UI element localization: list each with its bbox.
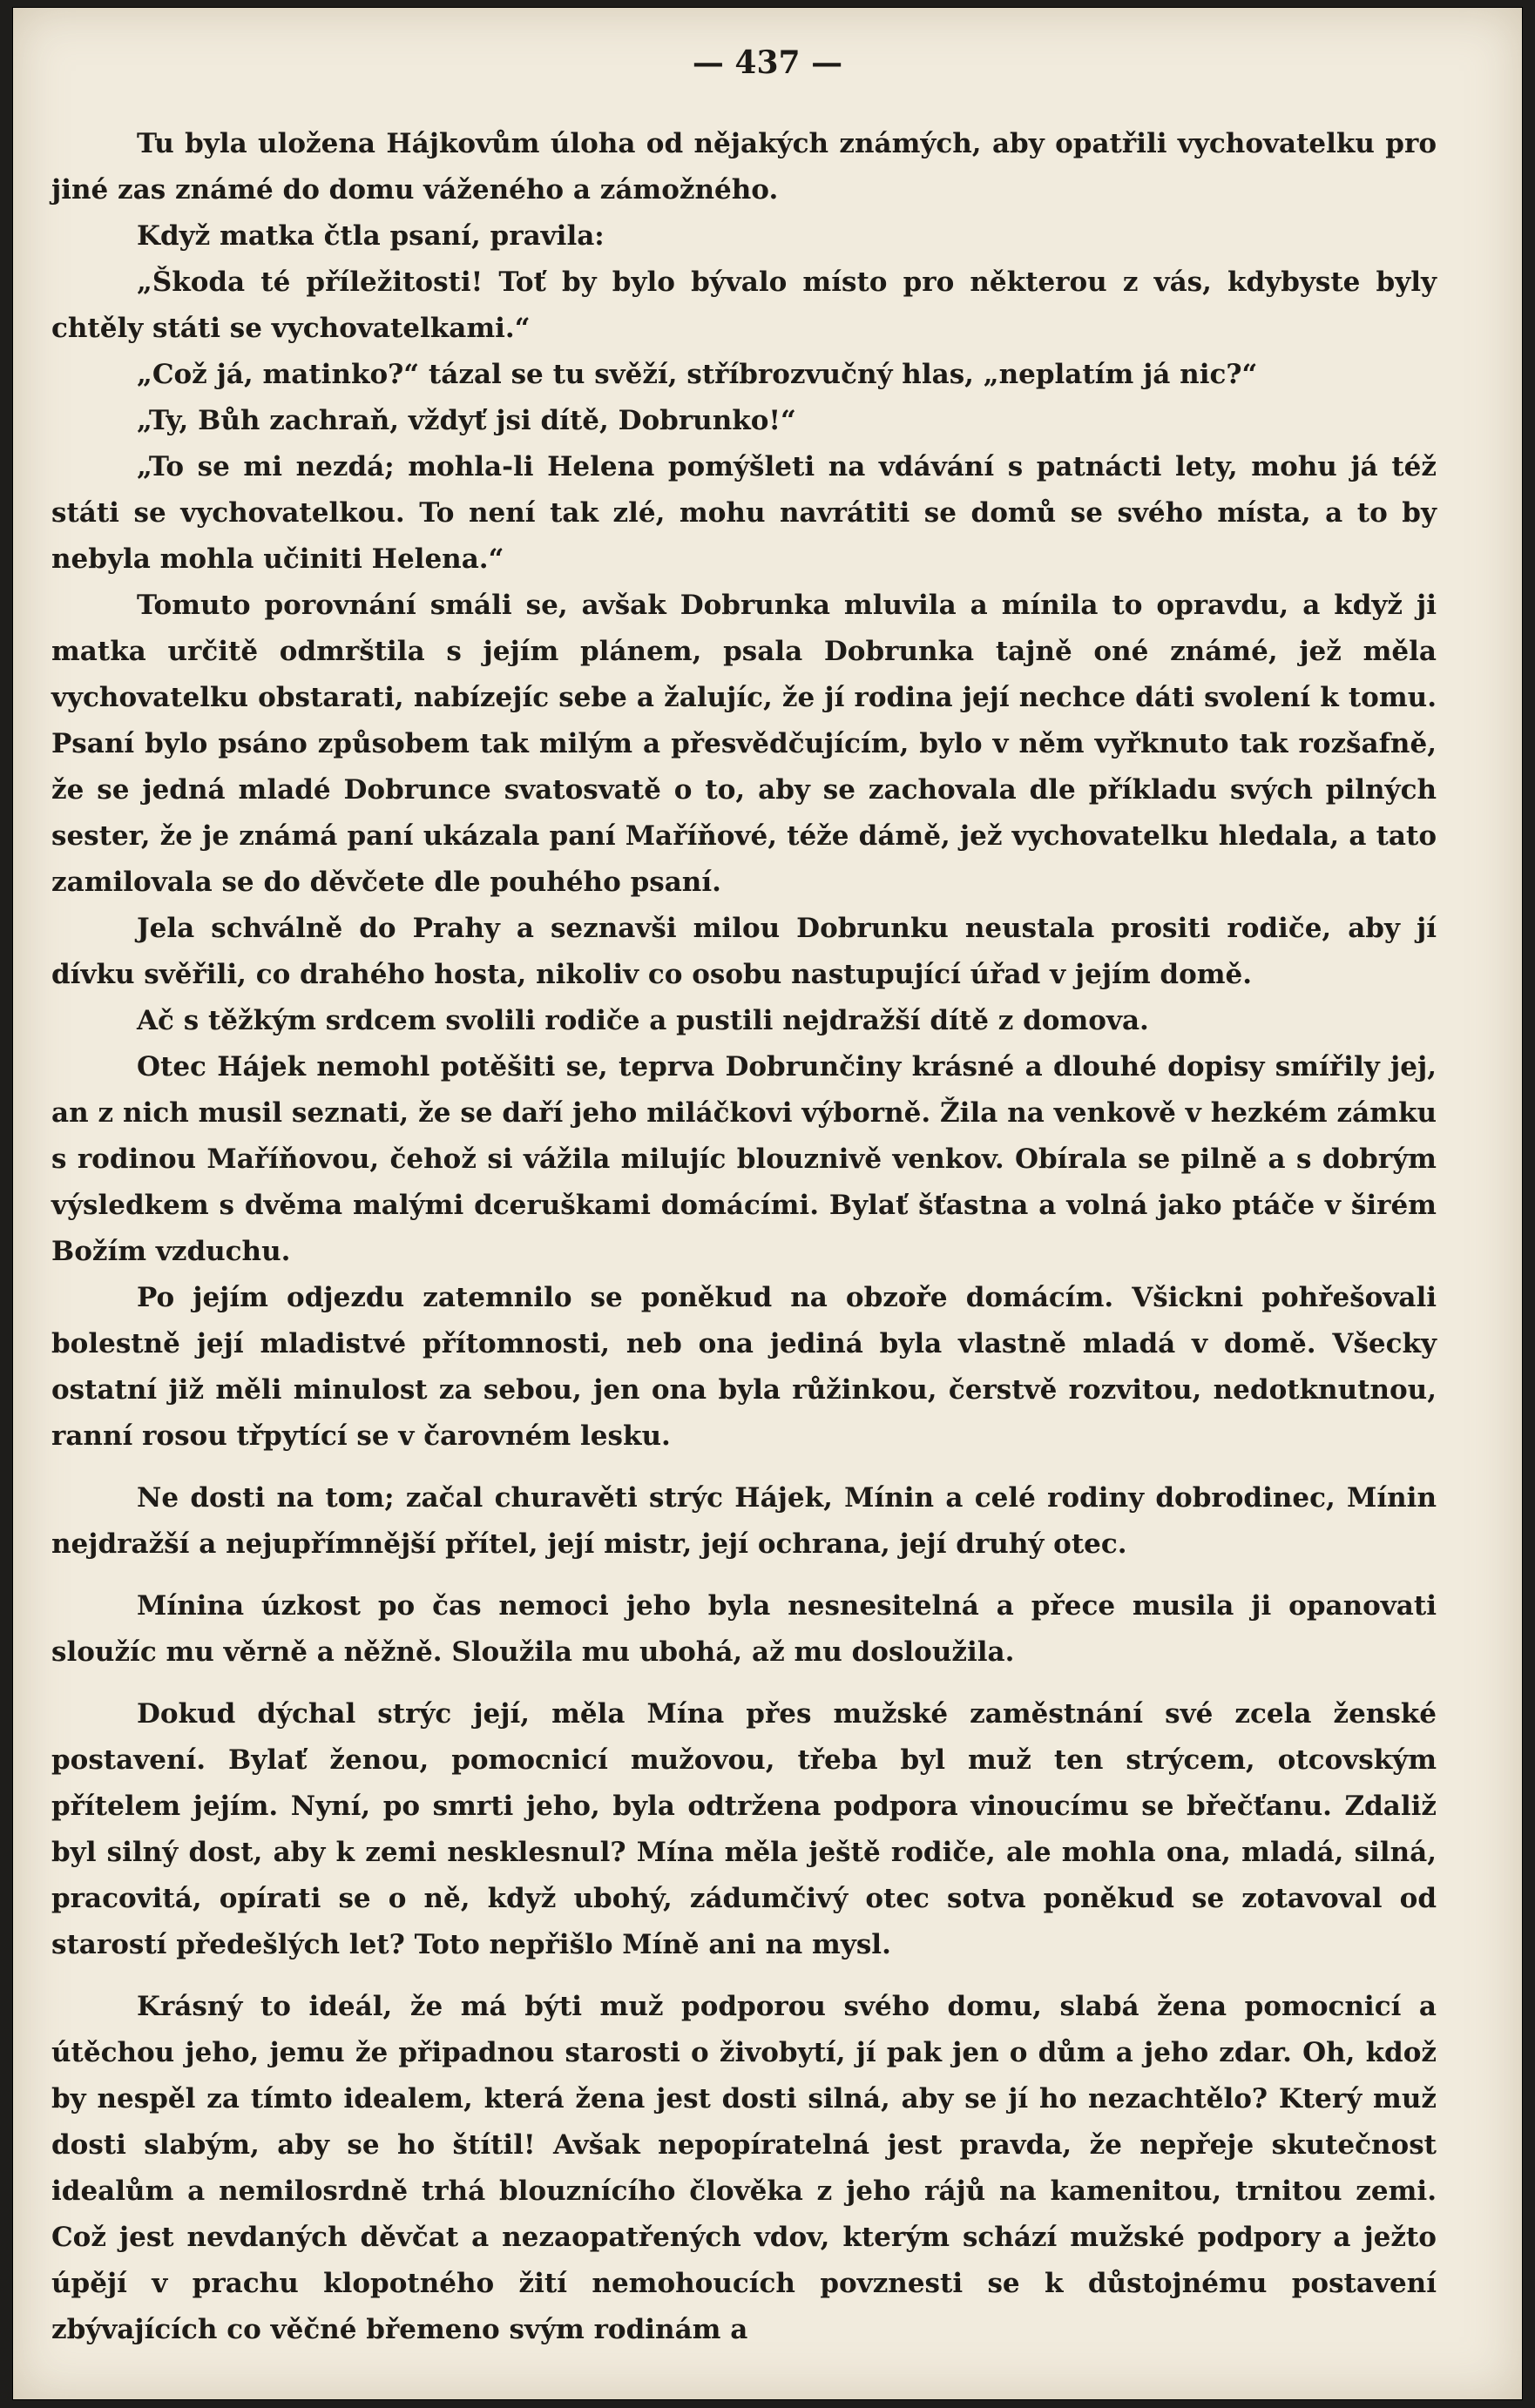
body-text [51,121,1437,2353]
book-page [12,7,1523,2400]
paragraph: „Což já, matinko?“ tázal se tu svěží, stříbrozvučný hlas, „neplatím já nic?“ [137,359,1258,390]
paragraph: „Ty, Bůh zachraň, vždyť jsi dítě, Dobrunko!“ [137,405,796,436]
paragraph: Mínina úzkost po čas nemoci jeho byla nesnesitelná a přece musila ji opanovati sloužíc mu věrně a něžně. Sloužila mu ubohá, až mu dosloužila. [51,1590,1437,1668]
paragraph: Ač s těžkým srdcem svolili rodiče a pustili nejdražší dítě z domova. [137,1005,1149,1036]
paragraph: „Škoda té příležitosti! Toť by bylo bývalo místo pro některou z vás, kdybyste byly chtěly státi se vychovatelkami.“ [51,266,1437,344]
paragraph: Tomuto porovnání smáli se, avšak Dobrunka mluvila a mínila to opravdu, a když ji matka určitě odmrštila s jejím plánem, psala Dobrunka tajně oné známé, jež měla vychovatelku obstarati, nabízejíc sebe a žalujíc, že jí rodina její nechce dáti svolení k tomu. Psaní bylo psáno způsobem tak milým a přesvědčujícím, bylo v něm vyřknuto tak rozšafně, že se jedná mladé Dobrunce svatosvatě o to, aby se zachovala dle příkladu svých pilných sester, že je známá paní ukázala paní Maříňové, téže dámě, jež vychovatelku hledala, a tato zamilovala se do děvčete dle pouhého psaní. [51,590,1437,898]
paragraph: „To se mi nezdá; mohla-li Helena pomýšleti na vdávání s patnácti lety, mohu já též státi se vychovatelkou. To není tak zlé, mohu navrátiti se domů se svého místa, a to by nebyla mohla učiniti Helena.“ [51,451,1437,575]
paragraph: Po jejím odjezdu zatemnilo se poněkud na obzoře domácím. Všickni pohřešovali bolestně její mladistvé přítomnosti, neb ona jediná byla vlastně mladá v domě. Všecky ostatní již měli minulost za sebou, jen ona byla růžinkou, čerstvě rozvitou, nedotknutnou, ranní rosou třpytící se v čarovném lesku. [51,1282,1437,1452]
paragraph: Jela schválně do Prahy a seznavši milou Dobrunku neustala prositi rodiče, aby jí dívku svěřili, co drahého hosta, nikoliv co osobu nastupující úřad v jejím domě. [51,913,1437,990]
paragraph: Dokud dýchal strýc její, měla Mína přes mužské zaměstnání své zcela ženské postavení. Bylať ženou, pomocnicí mužovou, třeba byl muž ten strýcem, otcovským přítelem jejím. Nyní, po smrti jeho, byla odtržena podpora vinoucímu se břečťanu. Zdaliž byl silný dost, aby k zemi nesklesnul? Mína měla ještě rodiče, ale mohla ona, mladá, silná, pracovitá, opírati se o ně, když ubohý, zádumčivý otec sotva poněkud se zotavoval od starostí předešlých let? Toto nepřišlo Míně ani na mysl. [51,1698,1437,1960]
paragraph: Otec Hájek nemohl potěšiti se, teprva Dobrunčiny krásné a dlouhé dopisy smířily jej, an z nich musil seznati, že se daří jeho miláčkovi výborně. Žila na venkově v hezkém zámku s rodinou Maříňovou, čehož si vážila milujíc blouznivě venkov. Obírala se pilně a s dobrým výsledkem s dvěma malými dceruškami domácími. Bylať šťastna a volná jako ptáče v širém Božím vzduchu. [51,1051,1437,1267]
paragraph: Tu byla uložena Hájkovům úloha od nějakých známých, aby opatřili vychovatelku pro jiné zas známé do domu váženého a zámožného. [51,128,1437,206]
paragraph: Když matka čtla psaní, pravila: [137,220,605,252]
page-number: — 437 — [692,44,843,81]
paragraph: Krásný to ideál, že má býti muž podporou svého domu, slabá žena pomocnicí a útěchou jeho, jemu že připadnou starosti o živobytí, jí pak jen o dům a jeho zdar. Oh, kdož by nespěl za tímto idealem, která žena jest dosti silná, aby se jí ho nezachtělo? Který muž dosti slabým, aby se ho štítil! Avšak nepopíratelná jest pravda, že nepřeje skutečnost idealům a nemilosrdně trhá blouznícího člověka z jeho rájů na kamenitou, trnitou zemi. Což jest nevdaných děvčat a nezaopatřených vdov, kterým schází mužské podpory a ježto úpějí v prachu klopotného žití nemohoucích povznesti se k důstojnému postavení zbývajících co věčné břemeno svým rodinám a [51,1991,1437,2345]
paragraph: Ne dosti na tom; začal churavěti strýc Hájek, Mínin a celé rodiny dobrodinec, Mínin nejdražší a nejupřímnější přítel, její mistr, její ochrana, její druhý otec. [51,1482,1437,1560]
